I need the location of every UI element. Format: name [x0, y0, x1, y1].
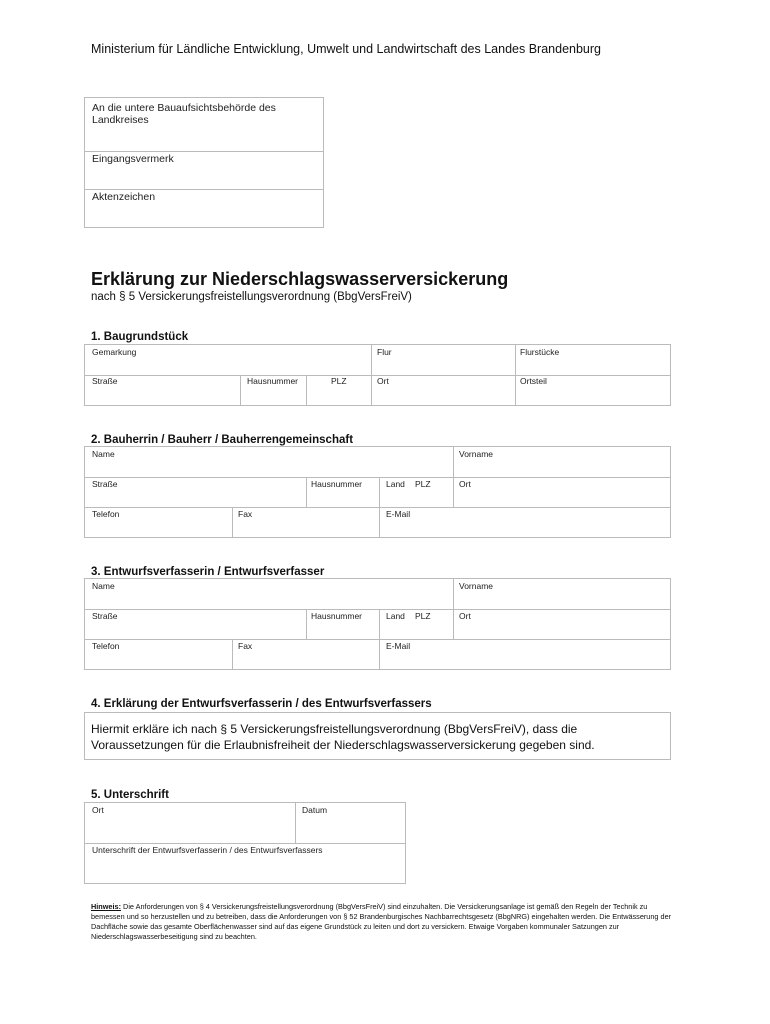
file-ref-label: Aktenzeichen: [92, 191, 156, 203]
vorname-label: Vorname: [459, 449, 494, 459]
flurstuecke-label: Flurstücke: [520, 347, 560, 357]
receipt-label: Eingangsvermerk: [92, 153, 174, 165]
email-label: E-Mail: [386, 641, 411, 651]
flur-label: Flur: [377, 347, 392, 357]
file-ref-field[interactable]: [85, 189, 323, 227]
page-subtitle: nach § 5 Versickerungsfreistellungsverordnung (BbgVersFreiV): [91, 291, 412, 303]
receipt-field[interactable]: [85, 151, 323, 189]
hausnummer-label: Hausnummer: [311, 611, 363, 621]
strasse-label: Straße: [92, 611, 118, 621]
gemarkung-label: Gemarkung: [92, 347, 137, 357]
telefon-label: Telefon: [92, 509, 120, 519]
vorname-label: Vorname: [459, 581, 494, 591]
address-box: [84, 97, 324, 228]
section3-table: [84, 578, 671, 670]
hint-body: Die Anforderungen von § 4 Versickerungsfreistellungsverordnung (BbgVersFreiV) sind einzuhalten. Die Versickerungsanlage ist gemäß den Regeln der Technik zu bemessen und so herzustellen und zu betreiben, dass die Anforderungen von § 52 Brandenburgisches Nachbarrechtsgesetz (BbgNRG) eingehalten werden. Die Entwässerung der Dachfläche sowie das gesamte Oberflächenwasser sind auf das eigene Grundstück zu leiten und dort zu versickern. Etwaige Vorgaben kommunaler Satzungen zur Niederschlagswasserbeseitigung sind zu beachten.: [91, 902, 672, 941]
hint-text: [91, 902, 681, 942]
page-title: Erklärung zur Niederschlagswasserversickerung: [91, 269, 509, 289]
ortsteil-label: Ortsteil: [520, 376, 547, 386]
ort-label: Ort: [92, 805, 104, 815]
section1-heading: 1. Baugrundstück: [91, 331, 189, 343]
land-label: Land: [386, 611, 405, 621]
recipient-label: An die untere Bauaufsichtsbehörde des Landkreises: [92, 102, 276, 126]
email-label: E-Mail: [386, 509, 411, 519]
fax-label: Fax: [238, 641, 253, 651]
ort-label: Ort: [459, 611, 471, 621]
ministry-header: Ministerium für Ländliche Entwicklung, Umwelt und Landwirtschaft des Landes Brandenburg: [91, 42, 601, 56]
section1-table: [84, 344, 671, 406]
strasse-label: Straße: [92, 479, 118, 489]
recipient-field[interactable]: [85, 98, 323, 151]
hint-label: Hinweis:: [91, 902, 122, 911]
datum-label: Datum: [302, 805, 328, 815]
strasse-label: Straße: [92, 376, 118, 386]
telefon-label: Telefon: [92, 641, 120, 651]
plz-label: PLZ: [331, 376, 347, 386]
plz-label: PLZ: [415, 479, 431, 489]
section3-heading: 3. Entwurfsverfasserin / Entwurfsverfasser: [91, 566, 325, 578]
section4-heading: 4. Erklärung der Entwurfsverfasserin / des Entwurfsverfassers: [91, 698, 432, 710]
declaration-text: Hiermit erkläre ich nach § 5 Versickerungsfreistellungsverordnung (BbgVersFreiV), dass die Voraussetzungen für die Erlaubnisfreiheit der Niederschlagswasserversickerung gegeben sind.: [91, 722, 595, 752]
ort-label: Ort: [459, 479, 471, 489]
fax-label: Fax: [238, 509, 253, 519]
ort-label: Ort: [377, 376, 389, 386]
name-label: Name: [92, 449, 115, 459]
section5-heading: 5. Unterschrift: [91, 789, 169, 801]
plz-label: PLZ: [415, 611, 431, 621]
name-label: Name: [92, 581, 115, 591]
hausnummer-label: Hausnummer: [247, 376, 299, 386]
land-label: Land: [386, 479, 405, 489]
signature-label: Unterschrift der Entwurfsverfasserin / des Entwurfsverfassers: [92, 845, 323, 855]
hausnummer-label: Hausnummer: [311, 479, 363, 489]
section2-heading: 2. Bauherrin / Bauherr / Bauherrengemeinschaft: [91, 434, 354, 446]
signature-table: [84, 802, 406, 884]
section2-table: [84, 446, 671, 538]
